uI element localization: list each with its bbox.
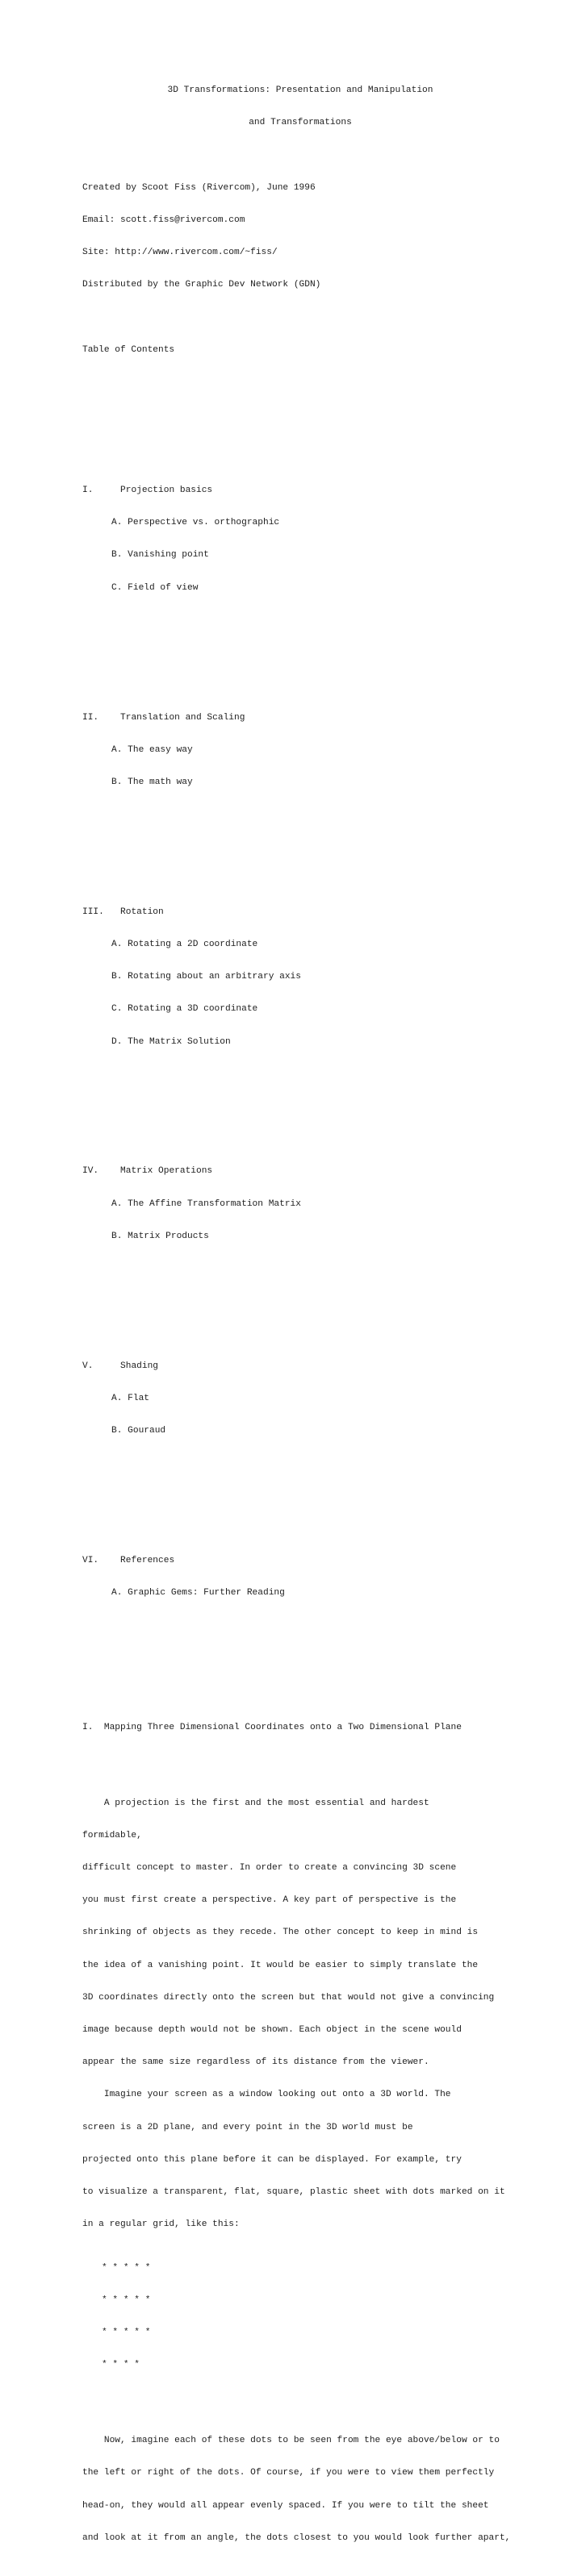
toc-subitem: B. Matrix Products (111, 1231, 209, 1241)
toc-subitem: A. The easy way (111, 744, 193, 755)
document-body (82, 53, 518, 2576)
paragraph-line: shrinking of objects as they recede. The other concept to keep in mind is (82, 1928, 479, 1938)
toc-subitem: A. Flat (111, 1393, 149, 1403)
toc-subitem: B. Vanishing point (111, 550, 209, 561)
toc-subitem: A. Perspective vs. orthographic (111, 518, 280, 528)
paragraph-line: screen is a 2D plane, and every point in the 3D world must be (82, 2122, 413, 2132)
paragraph-line: head-on, they would all appear evenly spaced. If you were to tilt the sheet (82, 2500, 489, 2511)
paragraph-line: you must first create a perspective. A key part of perspective is the (82, 1895, 457, 1906)
toc-subitem: C. Rotating a 3D coordinate (111, 1004, 258, 1015)
paragraph-line: image because depth would not be shown. Each object in the scene would (82, 2025, 462, 2036)
paragraph-line: Now, imagine each of these dots to be seen from the eye above/below or to (82, 2436, 500, 2446)
meta-line: Distributed by the Graphic Dev Network (GDN) (82, 280, 321, 290)
toc-subitem: D. The Matrix Solution (111, 1036, 231, 1047)
paragraph-line: the left or right of the dots. Of course, if you were to view them perfectly (82, 2468, 495, 2478)
paragraph-line: A projection is the first and the most essential and hardest (82, 1798, 429, 1808)
document-title-line1: 3D Transformations: Presentation and Manipulation (167, 85, 433, 96)
document-title-line2: and Transformations (249, 118, 352, 128)
paragraph-line: formidable, (82, 1830, 142, 1840)
toc-section (82, 691, 518, 810)
paragraph-line: and look at it from an angle, the dots closest to you would look further apart, (82, 2532, 511, 2543)
toc-heading: Shading (120, 1361, 159, 1371)
toc-number: I. (82, 486, 94, 496)
paragraph-line: Imagine your screen as a window looking out onto a 3D world. The (82, 2090, 451, 2100)
toc-subitem: A. The Affine Transformation Matrix (111, 1198, 301, 1209)
toc-heading: References (120, 1555, 175, 1565)
toc-heading: Matrix Operations (120, 1166, 213, 1177)
paragraph-line: 3D coordinates directly onto the screen but that would not give a convincing (82, 1992, 495, 2003)
toc-subitem: C. Field of view (111, 582, 199, 593)
dot-grid-row: * * * * * (102, 2262, 151, 2273)
dot-grid-row: * * * * (102, 2360, 140, 2370)
toc-section (82, 464, 518, 615)
toc-section (82, 1145, 518, 1264)
toc-subitem: B. Rotating about an arbitrary axis (111, 972, 301, 982)
toc-number: VI. (82, 1555, 99, 1565)
paragraph-line: difficult concept to master. In order to create a convincing 3D scene (82, 1863, 457, 1873)
toc-subitem: A. Graphic Gems: Further Reading (111, 1588, 285, 1599)
toc-number: III. (82, 907, 104, 917)
toc-heading: Translation and Scaling (120, 712, 245, 723)
toc-number: II. (82, 712, 99, 723)
toc-section (82, 886, 518, 1069)
toc-number: IV. (82, 1166, 99, 1177)
meta-line: Site: http://www.rivercom.com/~fiss/ (82, 248, 278, 258)
paragraph-line: in a regular grid, like this: (82, 2220, 240, 2230)
paragraph-line: the idea of a vanishing point. It would be easier to simply translate the (82, 1960, 479, 1970)
toc-subitem: A. Rotating a 2D coordinate (111, 939, 258, 949)
toc-subitem: B. The math way (111, 777, 193, 787)
meta-line: Email: scott.fiss@rivercom.com (82, 215, 245, 226)
toc-heading: Rotation (120, 907, 164, 917)
paragraph-line: projected onto this plane before it can be displayed. For example, try (82, 2154, 462, 2165)
section-heading: I. Mapping Three Dimensional Coordinates onto a Two Dimensional Plane (82, 1722, 462, 1732)
paragraph-line: appear the same size regardless of its distance from the viewer. (82, 2057, 429, 2068)
dot-grid-row: * * * * * (102, 2295, 151, 2306)
paragraph-line: to visualize a transparent, flat, square, plastic sheet with dots marked on it (82, 2187, 505, 2198)
toc-section (82, 1340, 518, 1458)
toc-heading: Projection basics (120, 486, 213, 496)
toc-subitem: B. Gouraud (111, 1426, 166, 1436)
toc-number: V. (82, 1361, 94, 1371)
toc-section (82, 1534, 518, 1620)
toc-title: Table of Contents (82, 344, 175, 355)
meta-line: Created by Scoot Fiss (Rivercom), June 1996 (82, 182, 316, 193)
dot-grid-row: * * * * * (102, 2328, 151, 2338)
